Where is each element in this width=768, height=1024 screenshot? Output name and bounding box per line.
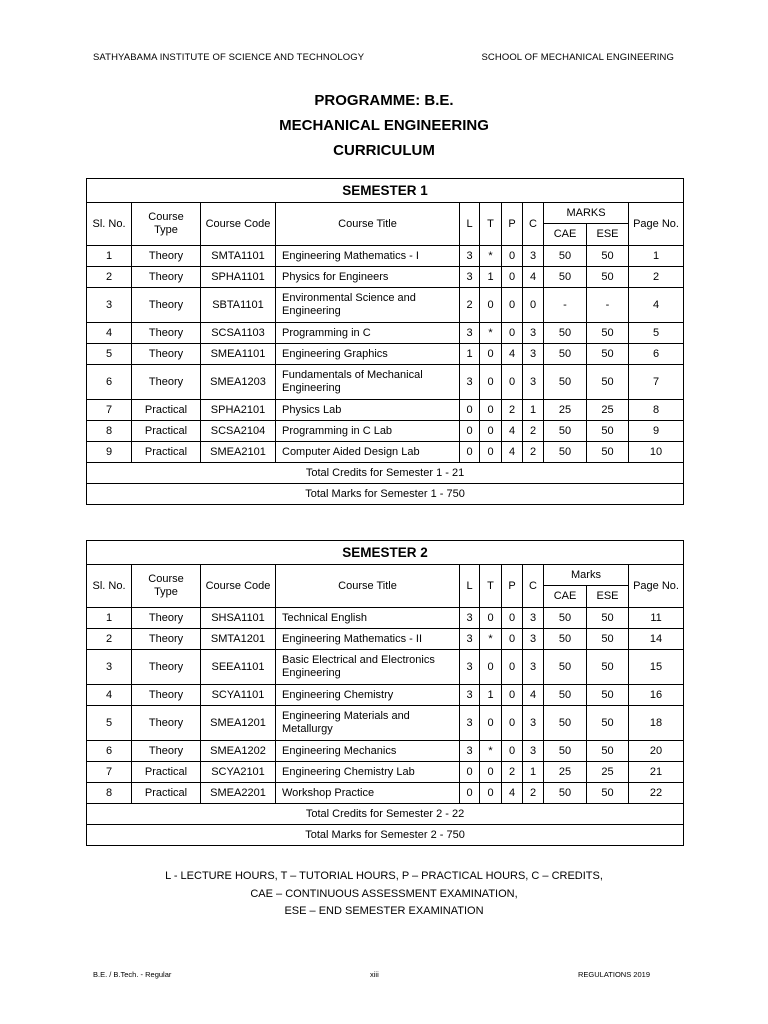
- cell-page-no: 15: [629, 650, 684, 685]
- title-programme: PROGRAMME: B.E.: [314, 92, 454, 109]
- cell-page-no: 7: [629, 365, 684, 400]
- cell-p: 0: [502, 267, 523, 288]
- cell-sl-no: 5: [87, 706, 132, 741]
- page-titles: [0, 88, 768, 163]
- cell-cae: 50: [544, 783, 587, 804]
- cell-page-no: 20: [629, 741, 684, 762]
- cell-ese: 50: [587, 267, 629, 288]
- cell-c: 4: [523, 267, 544, 288]
- cell-page-no: 4: [629, 288, 684, 323]
- cell-t: 0: [480, 706, 502, 741]
- cell-course-title: Engineering Materials and Metallurgy: [276, 706, 460, 741]
- cell-c: 3: [523, 741, 544, 762]
- cell-p: 0: [502, 650, 523, 685]
- cell-course-type: Theory: [132, 706, 201, 741]
- cell-course-code: SPHA1101: [201, 267, 276, 288]
- cell-sl-no: 7: [87, 762, 132, 783]
- cell-l: 1: [460, 344, 480, 365]
- total-credits: Total Credits for Semester 1 - 21: [87, 463, 684, 484]
- cell-course-title: Physics Lab: [276, 400, 460, 421]
- cell-p: 4: [502, 783, 523, 804]
- cell-page-no: 16: [629, 685, 684, 706]
- cell-course-title: Engineering Chemistry: [276, 685, 460, 706]
- table-row: [87, 783, 684, 804]
- col-sl-no: Sl. No.: [87, 565, 132, 608]
- cell-ese: 50: [587, 608, 629, 629]
- col-l: L: [460, 565, 480, 608]
- cell-course-code: SCYA1101: [201, 685, 276, 706]
- cell-cae: 50: [544, 442, 587, 463]
- table-row: [87, 267, 684, 288]
- total-credits: Total Credits for Semester 2 - 22: [87, 804, 684, 825]
- table-row: [87, 629, 684, 650]
- cell-ese: 50: [587, 629, 629, 650]
- cell-p: 0: [502, 741, 523, 762]
- header-school: SCHOOL OF MECHANICAL ENGINEERING: [481, 52, 674, 63]
- cell-course-code: SPHA2101: [201, 400, 276, 421]
- cell-t: *: [480, 629, 502, 650]
- cell-course-type: Theory: [132, 365, 201, 400]
- cell-l: 0: [460, 762, 480, 783]
- title-department: MECHANICAL ENGINEERING: [279, 117, 489, 134]
- cell-course-type: Practical: [132, 421, 201, 442]
- cell-ese: 50: [587, 365, 629, 400]
- col-cae: CAE: [544, 224, 587, 246]
- cell-course-title: Programming in C: [276, 323, 460, 344]
- cell-page-no: 10: [629, 442, 684, 463]
- footer-programme: B.E. / B.Tech. - Regular: [93, 970, 172, 979]
- col-course-code: Course Code: [201, 565, 276, 608]
- title-curriculum: CURRICULUM: [333, 142, 435, 159]
- footnote-line-1: L - LECTURE HOURS, T – TUTORIAL HOURS, P – PRACTICAL HOURS, C – CREDITS,: [165, 870, 603, 882]
- cell-cae: 50: [544, 365, 587, 400]
- cell-sl-no: 5: [87, 344, 132, 365]
- cell-ese: 50: [587, 650, 629, 685]
- col-course-type: Course Type: [132, 565, 201, 608]
- cell-course-type: Practical: [132, 400, 201, 421]
- col-page-no: Page No.: [629, 565, 684, 608]
- cell-page-no: 18: [629, 706, 684, 741]
- col-c: C: [523, 565, 544, 608]
- cell-cae: 25: [544, 762, 587, 783]
- cell-c: 3: [523, 323, 544, 344]
- cell-c: 3: [523, 629, 544, 650]
- col-course-title: Course Title: [276, 203, 460, 246]
- cell-course-title: Engineering Mechanics: [276, 741, 460, 762]
- cell-page-no: 8: [629, 400, 684, 421]
- cell-l: 0: [460, 783, 480, 804]
- cell-cae: 50: [544, 608, 587, 629]
- cell-l: 3: [460, 706, 480, 741]
- col-p: P: [502, 565, 523, 608]
- cell-course-code: SMEA1101: [201, 344, 276, 365]
- cell-course-type: Theory: [132, 323, 201, 344]
- cell-t: 0: [480, 783, 502, 804]
- cell-l: 3: [460, 685, 480, 706]
- footnote: [0, 868, 768, 921]
- cell-course-type: Practical: [132, 442, 201, 463]
- cell-ese: 50: [587, 741, 629, 762]
- col-page-no: Page No.: [629, 203, 684, 246]
- cell-course-type: Theory: [132, 288, 201, 323]
- cell-l: 3: [460, 323, 480, 344]
- col-course-code: Course Code: [201, 203, 276, 246]
- cell-sl-no: 1: [87, 608, 132, 629]
- cell-course-title: Basic Electrical and Electronics Engineering: [276, 650, 460, 685]
- cell-p: 0: [502, 323, 523, 344]
- cell-cae: 50: [544, 706, 587, 741]
- cell-t: 0: [480, 421, 502, 442]
- cell-sl-no: 7: [87, 400, 132, 421]
- cell-course-type: Theory: [132, 267, 201, 288]
- table-row: [87, 442, 684, 463]
- table-row: [87, 608, 684, 629]
- cell-l: 0: [460, 442, 480, 463]
- cell-course-title: Computer Aided Design Lab: [276, 442, 460, 463]
- cell-ese: 25: [587, 762, 629, 783]
- cell-p: 2: [502, 762, 523, 783]
- cell-ese: 50: [587, 706, 629, 741]
- cell-sl-no: 6: [87, 365, 132, 400]
- cell-course-type: Practical: [132, 762, 201, 783]
- cell-course-title: Engineering Mathematics - II: [276, 629, 460, 650]
- cell-l: 3: [460, 741, 480, 762]
- cell-sl-no: 2: [87, 629, 132, 650]
- header-institute: SATHYABAMA INSTITUTE OF SCIENCE AND TECHNOLOGY: [93, 52, 365, 63]
- cell-l: 3: [460, 267, 480, 288]
- cell-sl-no: 6: [87, 741, 132, 762]
- cell-l: 3: [460, 365, 480, 400]
- cell-course-type: Theory: [132, 344, 201, 365]
- cell-course-title: Programming in C Lab: [276, 421, 460, 442]
- cell-course-title: Fundamentals of Mechanical Engineering: [276, 365, 460, 400]
- cell-cae: -: [544, 288, 587, 323]
- col-t: T: [480, 565, 502, 608]
- col-l: L: [460, 203, 480, 246]
- cell-sl-no: 3: [87, 288, 132, 323]
- cell-course-code: SMTA1101: [201, 246, 276, 267]
- cell-l: 3: [460, 650, 480, 685]
- cell-t: 0: [480, 288, 502, 323]
- cell-page-no: 2: [629, 267, 684, 288]
- cell-cae: 50: [544, 421, 587, 442]
- cell-ese: 50: [587, 246, 629, 267]
- cell-course-title: Environmental Science and Engineering: [276, 288, 460, 323]
- cell-course-type: Theory: [132, 741, 201, 762]
- cell-course-code: SCYA2101: [201, 762, 276, 783]
- cell-t: 0: [480, 344, 502, 365]
- cell-course-title: Engineering Graphics: [276, 344, 460, 365]
- cell-page-no: 11: [629, 608, 684, 629]
- cell-cae: 50: [544, 267, 587, 288]
- col-ese: ESE: [587, 224, 629, 246]
- semester-1-table: [86, 178, 684, 505]
- cell-p: 4: [502, 344, 523, 365]
- cell-ese: 50: [587, 685, 629, 706]
- cell-p: 4: [502, 442, 523, 463]
- cell-page-no: 5: [629, 323, 684, 344]
- cell-p: 0: [502, 246, 523, 267]
- cell-p: 0: [502, 608, 523, 629]
- cell-c: 2: [523, 783, 544, 804]
- cell-course-code: SMEA1202: [201, 741, 276, 762]
- footnote-line-3: ESE – END SEMESTER EXAMINATION: [284, 905, 484, 917]
- table-row: [87, 323, 684, 344]
- cell-l: 3: [460, 608, 480, 629]
- cell-course-code: SMTA1201: [201, 629, 276, 650]
- cell-l: 0: [460, 421, 480, 442]
- cell-cae: 50: [544, 246, 587, 267]
- cell-page-no: 1: [629, 246, 684, 267]
- cell-cae: 50: [544, 685, 587, 706]
- cell-l: 3: [460, 246, 480, 267]
- cell-t: 0: [480, 442, 502, 463]
- table-row: [87, 762, 684, 783]
- semester-2-table: [86, 540, 684, 846]
- cell-c: 1: [523, 400, 544, 421]
- col-course-type: Course Type: [132, 203, 201, 246]
- cell-c: 2: [523, 442, 544, 463]
- cell-sl-no: 3: [87, 650, 132, 685]
- cell-p: 0: [502, 706, 523, 741]
- table-row: [87, 246, 684, 267]
- semester-title: SEMESTER 2: [87, 541, 684, 565]
- cell-course-type: Theory: [132, 650, 201, 685]
- cell-ese: 25: [587, 400, 629, 421]
- cell-ese: -: [587, 288, 629, 323]
- cell-course-title: Physics for Engineers: [276, 267, 460, 288]
- cell-t: *: [480, 246, 502, 267]
- cell-sl-no: 9: [87, 442, 132, 463]
- cell-ese: 50: [587, 323, 629, 344]
- semester-title: SEMESTER 1: [87, 179, 684, 203]
- cell-sl-no: 8: [87, 783, 132, 804]
- table-row: [87, 288, 684, 323]
- total-marks: Total Marks for Semester 1 - 750: [87, 484, 684, 505]
- cell-cae: 50: [544, 741, 587, 762]
- cell-c: 1: [523, 762, 544, 783]
- cell-c: 3: [523, 706, 544, 741]
- cell-course-title: Technical English: [276, 608, 460, 629]
- cell-c: 3: [523, 344, 544, 365]
- cell-p: 2: [502, 400, 523, 421]
- cell-course-type: Theory: [132, 685, 201, 706]
- cell-t: 0: [480, 365, 502, 400]
- cell-p: 0: [502, 288, 523, 323]
- col-marks: Marks: [544, 565, 629, 586]
- cell-c: 3: [523, 246, 544, 267]
- cell-ese: 50: [587, 344, 629, 365]
- cell-course-code: SMEA1201: [201, 706, 276, 741]
- cell-page-no: 9: [629, 421, 684, 442]
- cell-c: 3: [523, 650, 544, 685]
- col-marks: MARKS: [544, 203, 629, 224]
- cell-course-type: Theory: [132, 608, 201, 629]
- cell-ese: 50: [587, 421, 629, 442]
- cell-course-code: SHSA1101: [201, 608, 276, 629]
- col-course-title: Course Title: [276, 565, 460, 608]
- col-p: P: [502, 203, 523, 246]
- cell-cae: 25: [544, 400, 587, 421]
- cell-t: 0: [480, 400, 502, 421]
- col-t: T: [480, 203, 502, 246]
- table-row: [87, 650, 684, 685]
- cell-t: *: [480, 741, 502, 762]
- total-marks: Total Marks for Semester 2 - 750: [87, 825, 684, 846]
- cell-c: 4: [523, 685, 544, 706]
- cell-p: 0: [502, 685, 523, 706]
- footer-regulations: REGULATIONS 2019: [578, 970, 650, 979]
- cell-course-code: SMEA2101: [201, 442, 276, 463]
- cell-ese: 50: [587, 783, 629, 804]
- col-cae: CAE: [544, 586, 587, 608]
- cell-course-type: Theory: [132, 246, 201, 267]
- table-row: [87, 400, 684, 421]
- col-sl-no: Sl. No.: [87, 203, 132, 246]
- cell-course-type: Practical: [132, 783, 201, 804]
- footnote-line-2: CAE – CONTINUOUS ASSESSMENT EXAMINATION,: [250, 887, 518, 900]
- cell-cae: 50: [544, 323, 587, 344]
- cell-course-code: SCSA1103: [201, 323, 276, 344]
- cell-course-code: SBTA1101: [201, 288, 276, 323]
- table-row: [87, 421, 684, 442]
- table-row: [87, 741, 684, 762]
- cell-c: 0: [523, 288, 544, 323]
- cell-c: 2: [523, 421, 544, 442]
- cell-t: 0: [480, 650, 502, 685]
- cell-course-code: SMEA1203: [201, 365, 276, 400]
- cell-p: 0: [502, 629, 523, 650]
- cell-course-title: Engineering Mathematics - I: [276, 246, 460, 267]
- cell-sl-no: 4: [87, 323, 132, 344]
- cell-cae: 50: [544, 344, 587, 365]
- col-c: C: [523, 203, 544, 246]
- col-ese: ESE: [587, 586, 629, 608]
- cell-t: 0: [480, 608, 502, 629]
- cell-l: 3: [460, 629, 480, 650]
- page-number: xiii: [370, 970, 379, 979]
- cell-l: 0: [460, 400, 480, 421]
- cell-course-code: SEEA1101: [201, 650, 276, 685]
- cell-p: 4: [502, 421, 523, 442]
- cell-sl-no: 8: [87, 421, 132, 442]
- table-row: [87, 344, 684, 365]
- cell-t: *: [480, 323, 502, 344]
- cell-t: 0: [480, 762, 502, 783]
- cell-t: 1: [480, 267, 502, 288]
- cell-sl-no: 4: [87, 685, 132, 706]
- cell-c: 3: [523, 608, 544, 629]
- table-row: [87, 365, 684, 400]
- cell-page-no: 22: [629, 783, 684, 804]
- cell-ese: 50: [587, 442, 629, 463]
- table-row: [87, 706, 684, 741]
- cell-t: 1: [480, 685, 502, 706]
- cell-p: 0: [502, 365, 523, 400]
- cell-c: 3: [523, 365, 544, 400]
- cell-page-no: 6: [629, 344, 684, 365]
- cell-page-no: 21: [629, 762, 684, 783]
- cell-l: 2: [460, 288, 480, 323]
- cell-course-code: SMEA2201: [201, 783, 276, 804]
- cell-course-title: Workshop Practice: [276, 783, 460, 804]
- cell-course-title: Engineering Chemistry Lab: [276, 762, 460, 783]
- cell-cae: 50: [544, 629, 587, 650]
- cell-cae: 50: [544, 650, 587, 685]
- cell-page-no: 14: [629, 629, 684, 650]
- cell-sl-no: 1: [87, 246, 132, 267]
- cell-course-type: Theory: [132, 629, 201, 650]
- table-row: [87, 685, 684, 706]
- cell-course-code: SCSA2104: [201, 421, 276, 442]
- cell-sl-no: 2: [87, 267, 132, 288]
